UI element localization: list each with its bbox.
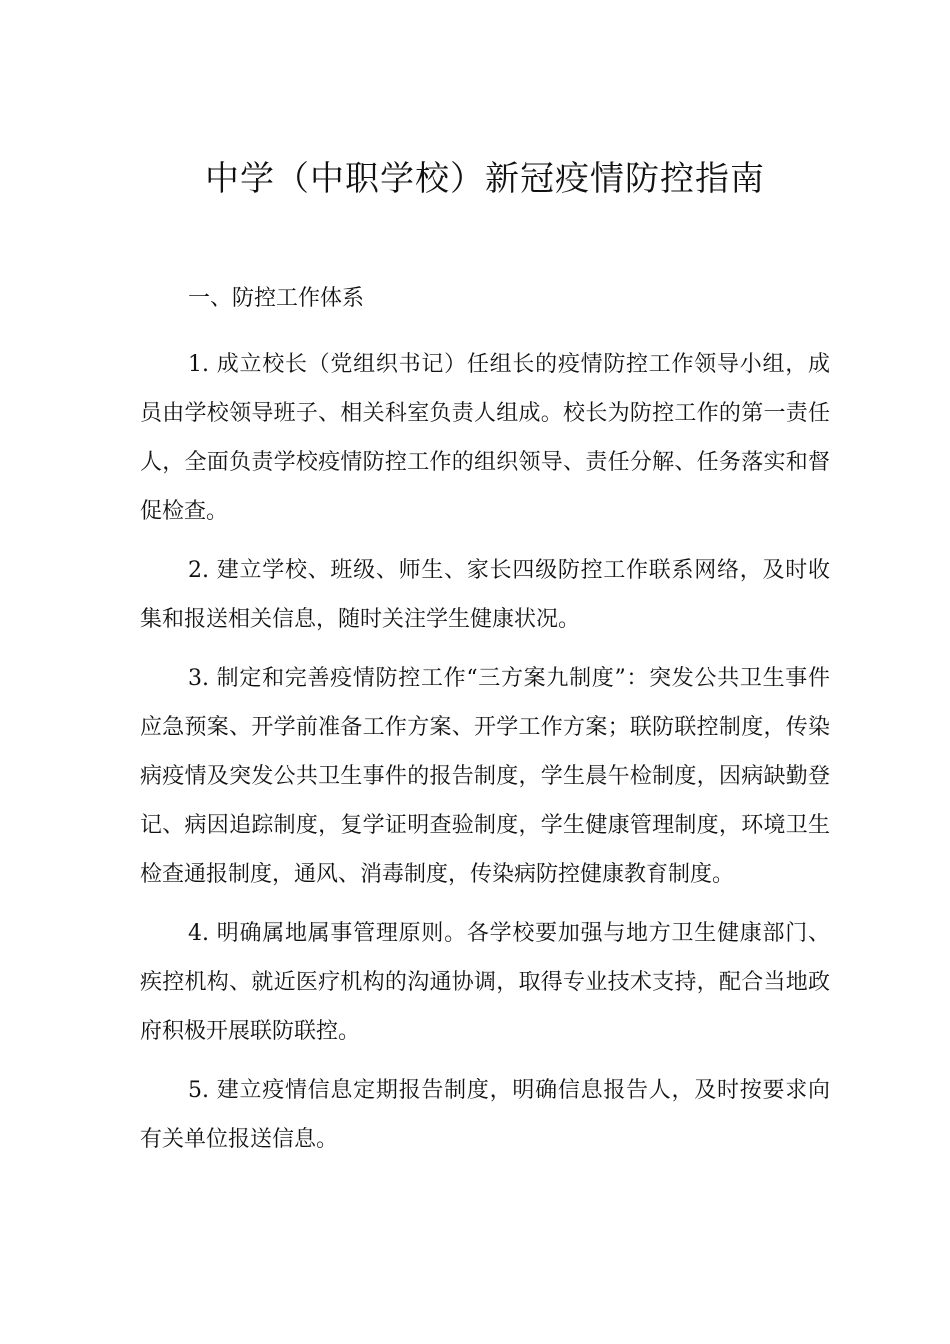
paragraph-3: 3. 制定和完善疫情防控工作“三方案九制度”：突发公共卫生事件应急预案、开学前准备工作方案、开学工作方案；联防联控制度，传染病疫情及突发公共卫生事件的报告制度，学生晨午检制度，因病缺勤登记、病因追踪制度，复学证明查验制度，学生健康管理制度，环境卫生检查通报制度，通风、消毒制度，传染病防控健康教育制度。	[140, 666, 830, 887]
section-heading: 一、防控工作体系	[188, 286, 365, 311]
document-body	[140, 280, 830, 1174]
paragraph-1: 1. 成立校长（党组织书记）任组长的疫情防控工作领导小组，成员由学校领导班子、相关科室负责人组成。校长为防控工作的第一责任人，全面负责学校疫情防控工作的组织领导、责任分解、任务落实和督促检查。	[140, 352, 830, 524]
paragraph-4: 4. 明确属地属事管理原则。各学校要加强与地方卫生健康部门、疾控机构、就近医疗机构的沟通协调，取得专业技术支持，配合当地政府积极开展联防联控。	[140, 921, 830, 1044]
document-title: 中学（中职学校）新冠疫情防控指南	[205, 159, 765, 199]
paragraph-2: 2. 建立学校、班级、师生、家长四级防控工作联系网络，及时收集和报送相关信息，随时关注学生健康状况。	[140, 558, 830, 632]
paragraph-5: 5. 建立疫情信息定期报告制度，明确信息报告人，及时按要求向有关单位报送信息。	[140, 1078, 830, 1152]
